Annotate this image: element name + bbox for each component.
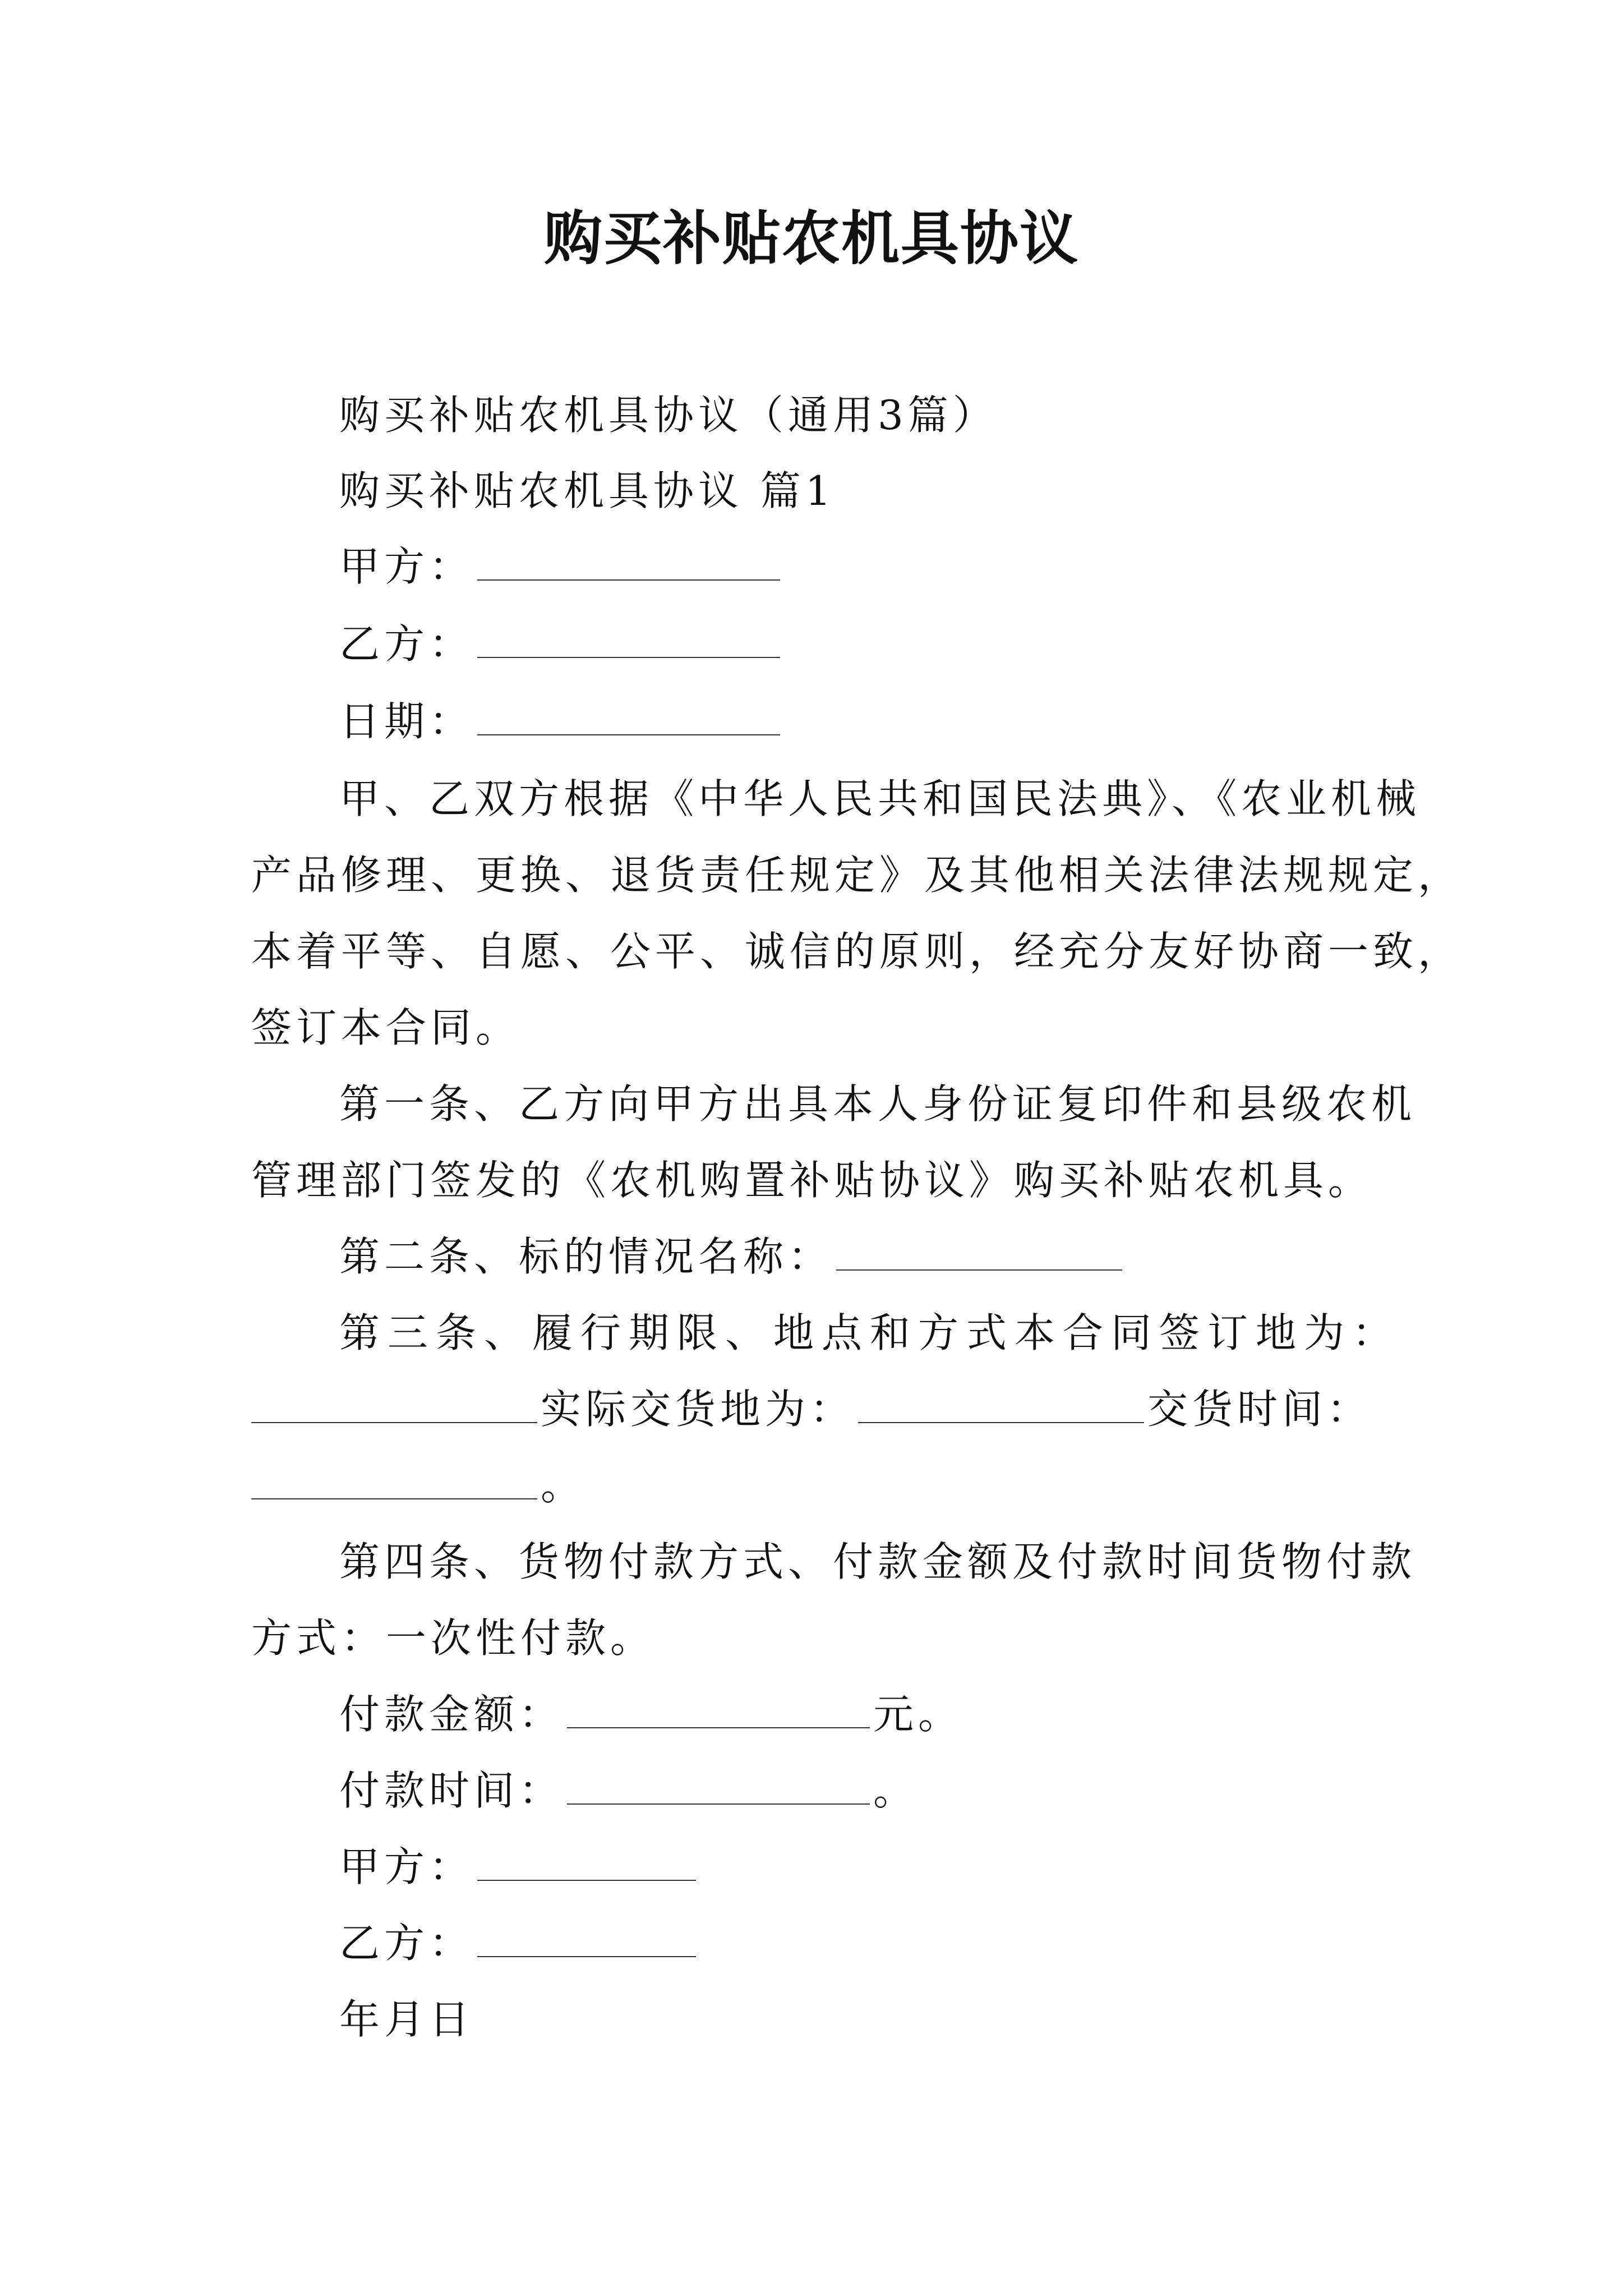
date-blank[interactable] xyxy=(477,695,780,735)
preamble-line-1: 甲、乙双方根据《中华人民共和国民法典》、《农业机械 xyxy=(339,775,1421,822)
delivery-place-blank[interactable] xyxy=(858,1383,1144,1423)
payment-time xyxy=(339,1763,1384,1819)
date-field xyxy=(339,693,1384,749)
preamble-line-2: 产品修理、更换、退货责任规定》及其他相关法律法规规定， xyxy=(251,852,1463,899)
signature-party-b-label: 乙方： xyxy=(339,1920,474,1967)
article1-line-2: 管理部门签发的《农机购置补贴协议》购买补贴农机具。 xyxy=(251,1157,1373,1204)
payment-amount-unit: 元。 xyxy=(873,1691,963,1738)
party-a-blank[interactable] xyxy=(477,540,780,581)
payment-time-label: 付款时间： xyxy=(339,1767,564,1814)
section-heading: 购买补贴农机具协议 篇1 xyxy=(339,467,836,514)
signature-party-b-blank[interactable] xyxy=(477,1917,696,1957)
party-b-blank[interactable] xyxy=(477,618,780,658)
preamble-line-3: 本着平等、自愿、公平、诚信的原则，经充分友好协商一致， xyxy=(251,928,1463,975)
delivery-time-blank[interactable] xyxy=(251,1459,537,1499)
document-subtitle: 购买补贴农机具协议（通用3篇） xyxy=(339,392,998,439)
payment-time-end: 。 xyxy=(873,1767,919,1814)
signature-party-b xyxy=(339,1915,1384,1971)
article4-line-1: 第四条、货物付款方式、付款金额及付款时间货物付款 xyxy=(339,1538,1417,1585)
signature-party-a-label: 甲方： xyxy=(339,1843,474,1890)
signature-party-a-blank[interactable] xyxy=(477,1841,696,1881)
payment-time-blank[interactable] xyxy=(567,1764,870,1805)
party-a-label: 甲方： xyxy=(339,543,474,590)
preamble-line-4: 签订本合同。 xyxy=(251,1004,521,1051)
party-a-field xyxy=(339,539,1384,595)
article3-line-1: 第三条、履行期限、地点和方式本合同签订地为： xyxy=(339,1309,1401,1356)
party-b-field xyxy=(339,616,1384,672)
payment-amount xyxy=(339,1686,1384,1742)
payment-amount-label: 付款金额： xyxy=(339,1691,564,1738)
delivery-place-label: 实际交货地为： xyxy=(541,1386,855,1433)
article2-blank[interactable] xyxy=(836,1230,1122,1271)
delivery-time-label: 交货时间： xyxy=(1147,1386,1372,1433)
party-b-label: 乙方： xyxy=(339,620,474,668)
article2 xyxy=(339,1228,1384,1285)
payment-amount-blank[interactable] xyxy=(567,1688,870,1728)
article1-line-1: 第一条、乙方向甲方出具本人身份证复印件和县级农机 xyxy=(339,1080,1417,1128)
date-label: 日期： xyxy=(339,698,474,745)
article3-end: 。 xyxy=(541,1462,586,1509)
article3-line-3 xyxy=(251,1457,1384,1513)
article4-line-2: 方式：一次性付款。 xyxy=(251,1614,656,1662)
signature-date: 年月日 xyxy=(339,1996,474,2043)
article3-line-2 xyxy=(251,1381,1384,1437)
sign-place-blank[interactable] xyxy=(251,1383,537,1423)
signature-party-a xyxy=(339,1839,1384,1895)
article2-label: 第二条、标的情况名称： xyxy=(339,1233,833,1280)
document-title: 购买补贴农机具协议 xyxy=(543,204,1079,273)
